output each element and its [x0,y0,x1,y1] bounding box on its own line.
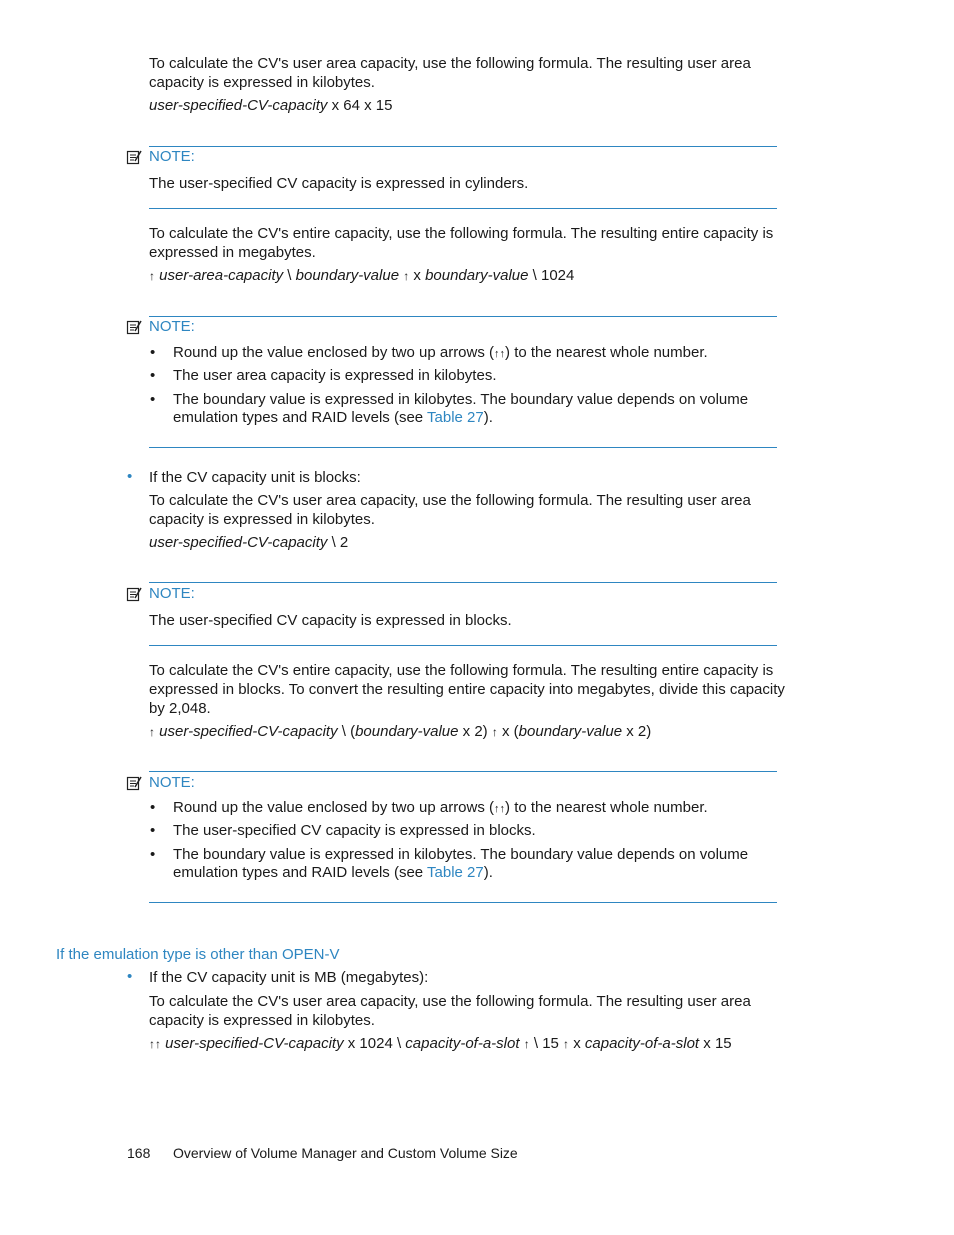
paragraph: To calculate the CV's user area capacity, use the following formula. The resulting user area capacity is expressed in kilobytes. [149,993,751,1029]
formula-text: \ 1024 [528,267,575,284]
formula-variable: user-specified-CV-capacity [149,97,328,114]
formula [149,1034,732,1054]
bullet-icon: • [150,391,156,408]
list-item-text: ) to the nearest whole number. [505,344,708,361]
formula-text: x 15 [699,1035,732,1052]
bullet-icon: • [127,968,133,985]
formula-text: x [409,267,426,284]
note-bottom-rule [149,447,777,448]
note-heading [126,148,195,165]
formula [149,96,392,115]
up-arrow-icon: ↑ [563,1037,570,1051]
list-item-text: The user area capacity is expressed in kilobytes. [173,367,497,384]
formula-variable: capacity-of-a-slot [405,1035,520,1052]
list-item-text: The boundary value is expressed in kilobytes. The boundary value depends on volume emulation types and RAID levels (see [173,846,749,881]
formula-variable: user-specified-CV-capacity [149,534,328,551]
note-label: NOTE: [149,774,195,791]
note-top-rule [149,771,777,772]
note-label: NOTE: [149,585,195,602]
bullet-icon: • [150,344,156,361]
formula-text: \ [283,267,296,284]
formula-text: x 2) [622,723,652,740]
note-heading [126,774,195,791]
up-arrow-icon: ↑ [491,725,498,739]
formula-text: x [569,1035,585,1052]
section-heading: If the emulation type is other than OPEN-V [56,946,340,963]
list-item-text: The user-specified CV capacity is expressed in blocks. [173,822,536,839]
formula-text: x 1024 \ [343,1035,406,1052]
formula-text: \ 2 [327,534,349,551]
bullet-icon: • [150,799,156,816]
note-bottom-rule [149,645,777,646]
note-top-rule [149,316,777,317]
formula [149,533,348,552]
up-arrow-icon: ↑ [523,1037,530,1051]
paragraph: To calculate the CV's entire capacity, use the following formula. The resulting entire capacity is expressed in blocks. To convert the resulting entire capacity into megabytes, divide this capacity by 2,048. [149,662,785,717]
footer-title: Overview of Volume Manager and Custom Volume Size [173,1145,518,1161]
formula-text: \ ( [337,723,356,740]
formula-variable: boundary-value [425,267,529,284]
double-up-arrow-icon: ↑↑ [494,348,506,360]
list-item-text: ). [483,409,493,426]
formula [149,722,651,742]
up-arrow-icon: ↑ [403,269,410,283]
list-item-text: If the CV capacity unit is MB (megabytes): [149,969,429,986]
note-top-rule [149,146,777,147]
note-text: The user-specified CV capacity is expressed in cylinders. [149,175,529,192]
formula-text: \ 15 [529,1035,564,1052]
note-top-rule [149,582,777,583]
bullet-icon: • [150,822,156,839]
double-up-arrow-icon: ↑↑ [149,1037,161,1051]
page-number: 168 [127,1145,151,1161]
double-up-arrow-icon: ↑↑ [494,803,506,815]
note-icon [126,319,142,335]
list-item-text: The boundary value is expressed in kilobytes. The boundary value depends on volume emulation types and RAID levels (see [173,391,749,426]
note-heading [126,585,195,602]
note-heading [126,318,195,335]
list-item-text: ). [483,864,493,881]
list-item-text: Round up the value enclosed by two up arrows ( [173,344,495,361]
bullet-icon: • [127,468,133,485]
paragraph: To calculate the CV's user area capacity, use the following formula. The resulting user area capacity is expressed in kilobytes. [149,492,751,528]
note-label: NOTE: [149,148,195,165]
paragraph: To calculate the CV's user area capacity, use the following formula. The resulting user area capacity is expressed in kilobytes. [149,55,751,91]
table-link[interactable]: Table 27 [427,409,484,426]
note-icon [126,149,142,165]
up-arrow-icon: ↑ [149,725,155,739]
note-bottom-rule [149,902,777,903]
table-link[interactable]: Table 27 [427,864,484,881]
formula-variable: boundary-value [518,723,623,740]
formula-variable: boundary-value [295,267,400,284]
formula-variable: boundary-value [355,723,459,740]
note-bottom-rule [149,208,777,209]
paragraph: To calculate the CV's entire capacity, use the following formula. The resulting entire capacity is expressed in megabytes. [149,225,774,261]
formula-variable: user-specified-CV-capacity [159,723,338,740]
note-icon [126,775,142,791]
formula-variable: user-specified-CV-capacity [165,1035,344,1052]
formula-text: x 2) [458,723,492,740]
bullet-icon: • [150,367,156,384]
list-item-text: If the CV capacity unit is blocks: [149,469,361,486]
bullet-icon: • [150,846,156,863]
formula-variable: capacity-of-a-slot [584,1035,700,1052]
list-item-text: Round up the value enclosed by two up arrows ( [173,799,495,816]
formula [149,266,574,286]
formula-text: x ( [497,723,519,740]
formula-variable: user-area-capacity [159,267,284,284]
formula-text: x 64 x 15 [327,97,393,114]
up-arrow-icon: ↑ [149,269,155,283]
note-text: The user-specified CV capacity is expressed in blocks. [149,612,512,629]
list-item-text: ) to the nearest whole number. [505,799,708,816]
note-icon [126,586,142,602]
note-label: NOTE: [149,318,195,335]
